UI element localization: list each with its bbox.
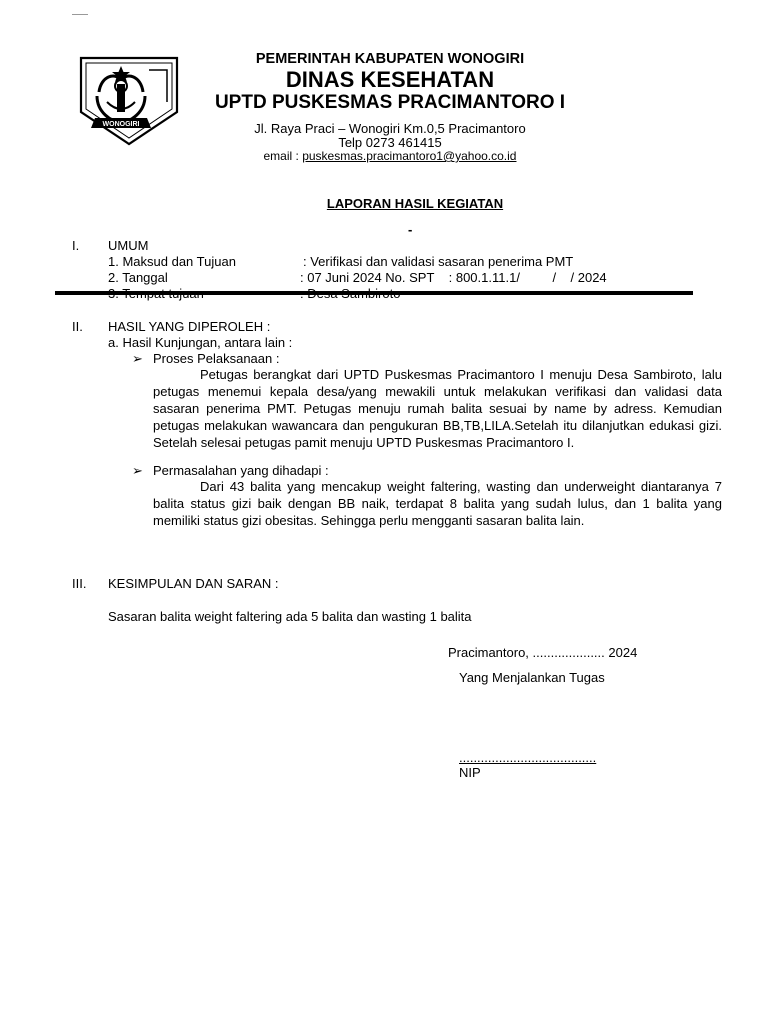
signer-role: Yang Menjalankan Tugas [459,670,605,685]
bullet1-text: Petugas berangkat dari UPTD Puskesmas Pracimantoro I menuju Desa Sambiroto, lalu petugas menemui kepala desa/yang mewakili untuk melakukan verifikasi dan validasi data sasaran penerima PMT. Petugas menuju rumah balita sesuai by name by adress. Kemudian petugas melakukan wawancara dan pengukuran BB,TB,LILA.Setelah itu dilanjutkan edukasi gizi. Setelah selesai petugas pamit menuju UPTD Puskesmas Pracimantoro I. [153,367,722,450]
place-date: Pracimantoro, .................... 2024 [448,645,638,660]
svg-text:WONOGIRI: WONOGIRI [102,121,140,128]
bullet2-label: Permasalahan yang dihadapi : [153,463,329,478]
dept-name: DINAS KESEHATAN [285,67,495,92]
unit-name: UPTD PUSKESMAS PRACIMANTORO I [214,92,566,113]
item2-value: : 07 Juni 2024 No. SPT : 800.1.11.1/ / / 2024 [300,270,607,285]
phone: Telp 0273 461415 [338,135,442,150]
item2-label: 2. Tanggal [108,270,168,285]
black-redaction-bar [55,291,693,295]
item1-label: 1. Maksud dan Tujuan [108,254,236,269]
bullet2-text: Dari 43 balita yang mencakup weight faltering, wasting dan underweight diantaranya 7 balita status gizi baik dengan BB naik, terdapat 8 balita yang sudah lulus, dan 1 balita yang memiliki status gizi obesitas. Sehingga perlu mengganti sasaran balita lain. [153,479,722,528]
email-line [180,149,600,163]
email-link[interactable]: puskesmas.pracimantoro1@yahoo.co.id [302,149,517,163]
subsection-a: a. Hasil Kunjungan, antara lain : [108,335,293,350]
section1-number: I. [72,238,80,253]
signature-line: ...................................... [459,750,597,765]
section2-number: II. [72,319,83,334]
section3-heading: KESIMPULAN DAN SARAN : [108,576,279,591]
section2-heading: HASIL YANG DIPEROLEH : [108,319,271,334]
nip-label: NIP [459,765,481,780]
email-label: email : [263,149,303,163]
section1-heading: UMUM [108,238,149,253]
section3-number: III. [72,576,87,591]
address: Jl. Raya Praci – Wonogiri Km.0,5 Pracimantoro [254,121,526,136]
title-dash: - [408,222,413,237]
item1-value: : Verifikasi dan validasi sasaran penerima PMT [303,254,574,269]
arrow-bullet-icon: ➢ [132,463,143,478]
report-title: LAPORAN HASIL KEGIATAN [326,196,504,211]
conclusion-text: Sasaran balita weight faltering ada 5 balita dan wasting 1 balita [108,609,472,624]
gov-name: PEMERINTAH KABUPATEN WONOGIRI [255,51,525,67]
bullet1-label: Proses Pelaksanaan : [153,351,280,366]
arrow-bullet-icon: ➢ [132,351,143,366]
corner-mark [72,14,88,15]
